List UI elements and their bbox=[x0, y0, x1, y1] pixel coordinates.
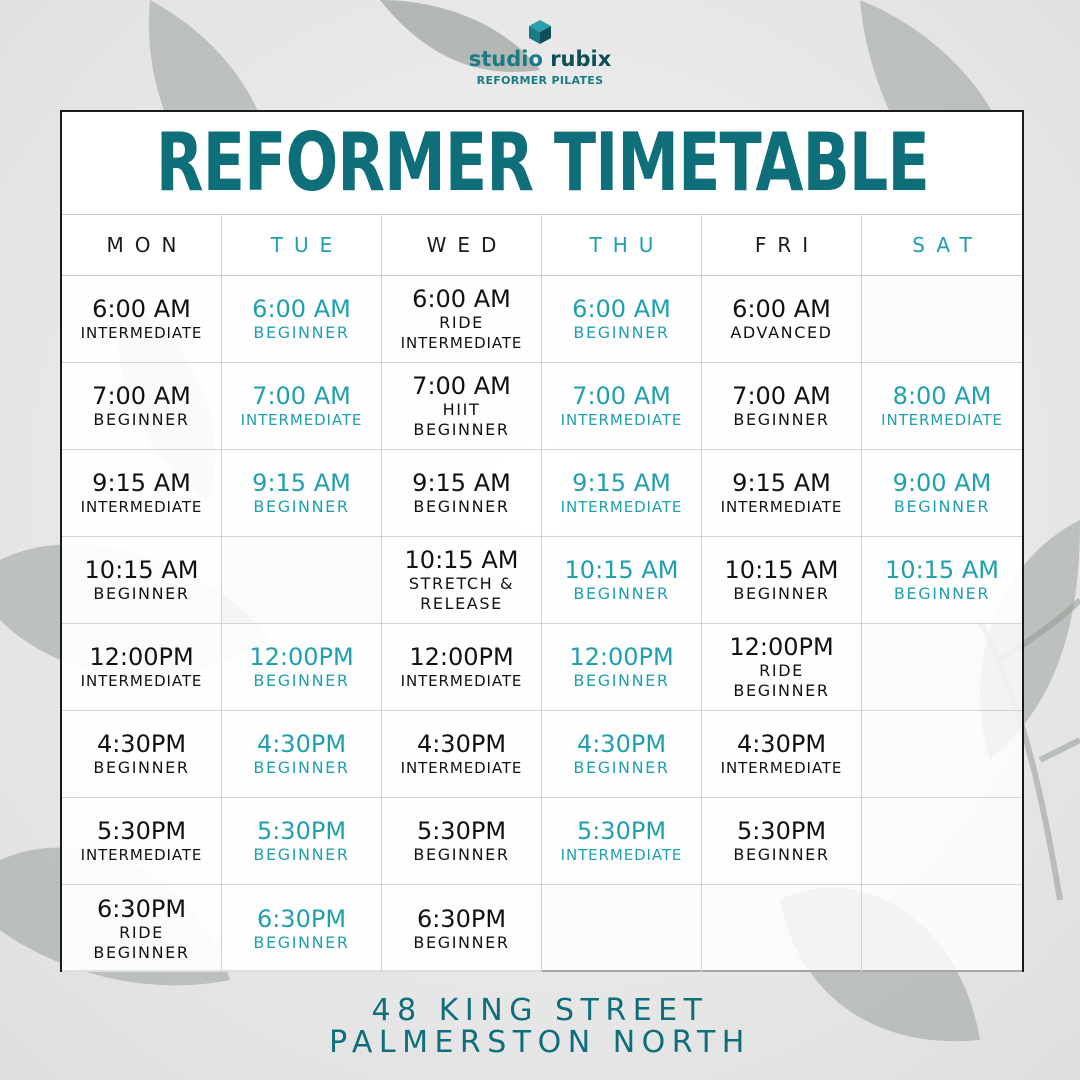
empty-cell bbox=[862, 885, 1022, 972]
class-slot bbox=[702, 363, 862, 450]
class-time: 9:15 AM bbox=[732, 469, 831, 497]
class-slot bbox=[62, 276, 222, 363]
class-level: BEGINNER bbox=[253, 758, 350, 777]
class-level: INTERMEDIATE bbox=[560, 411, 683, 429]
class-level: BEGINNER bbox=[253, 323, 350, 342]
class-time: 5:30PM bbox=[96, 817, 187, 845]
class-time: 5:30PM bbox=[256, 817, 347, 845]
class-level: BEGINNER bbox=[253, 845, 350, 864]
class-level: RIDE bbox=[439, 313, 484, 332]
class-level: BEGINNER bbox=[733, 845, 830, 864]
class-level: BEGINNER bbox=[253, 671, 350, 690]
class-time: 6:30PM bbox=[416, 904, 507, 933]
class-level: INTERMEDIATE bbox=[80, 846, 203, 864]
class-slot bbox=[222, 885, 382, 972]
class-level: BEGINNER bbox=[93, 758, 190, 777]
class-level: BEGINNER bbox=[413, 845, 510, 864]
class-slot bbox=[542, 276, 702, 363]
class-time: 6:30PM bbox=[96, 894, 187, 923]
class-level: BEGINNER bbox=[93, 584, 190, 603]
class-slot bbox=[382, 798, 542, 885]
class-slot bbox=[222, 798, 382, 885]
brand-name bbox=[0, 46, 1080, 72]
class-time: 9:00 AM bbox=[892, 469, 992, 497]
class-slot bbox=[542, 711, 702, 798]
class-slot bbox=[542, 798, 702, 885]
class-level: BEGINNER bbox=[413, 497, 510, 516]
class-level: INTERMEDIATE bbox=[400, 672, 523, 690]
class-slot bbox=[382, 450, 542, 537]
class-slot bbox=[702, 624, 862, 711]
class-time: 9:15 AM bbox=[572, 469, 671, 497]
class-time: 12:00PM bbox=[409, 643, 514, 671]
class-slot bbox=[62, 798, 222, 885]
title-box bbox=[62, 112, 1022, 214]
class-level: INTERMEDIATE bbox=[80, 672, 203, 690]
class-slot bbox=[62, 450, 222, 537]
class-time: 4:30PM bbox=[576, 730, 667, 758]
cube-icon bbox=[529, 20, 551, 44]
class-time: 9:15 AM bbox=[252, 469, 351, 497]
empty-cell bbox=[222, 537, 382, 624]
class-slot bbox=[542, 624, 702, 711]
class-slot bbox=[382, 885, 542, 972]
class-slot bbox=[702, 798, 862, 885]
timetable-grid bbox=[62, 276, 1022, 972]
day-header-mon: MON bbox=[62, 215, 222, 275]
day-header-sat: SAT bbox=[912, 233, 983, 257]
class-level: BEGINNER bbox=[733, 410, 830, 429]
class-level: BEGINNER bbox=[573, 758, 670, 777]
class-slot bbox=[862, 363, 1022, 450]
class-level: INTERMEDIATE bbox=[720, 498, 843, 516]
class-level: INTERMEDIATE bbox=[400, 334, 523, 352]
brand-subtitle: REFORMER PILATES bbox=[476, 74, 604, 87]
class-time: 7:00 AM bbox=[412, 372, 511, 400]
brand-name-part1: studio bbox=[468, 47, 543, 71]
class-level: ADVANCED bbox=[730, 323, 833, 342]
class-time: 9:15 AM bbox=[412, 469, 511, 497]
day-header-wed: WED bbox=[382, 215, 542, 275]
empty-cell bbox=[862, 276, 1022, 363]
class-time: 10:15 AM bbox=[724, 556, 839, 584]
class-level: INTERMEDIATE bbox=[80, 324, 203, 342]
class-slot bbox=[222, 363, 382, 450]
class-level: INTERMEDIATE bbox=[240, 411, 363, 429]
class-slot bbox=[222, 711, 382, 798]
class-time: 6:00 AM bbox=[92, 295, 191, 323]
class-time: 5:30PM bbox=[736, 817, 827, 845]
class-level: INTERMEDIATE bbox=[400, 759, 523, 777]
class-time: 12:00PM bbox=[569, 643, 674, 671]
class-time: 6:00 AM bbox=[572, 295, 671, 323]
class-level: STRETCH & bbox=[408, 574, 515, 593]
address-line-1: 48 KING STREET bbox=[371, 993, 709, 1028]
class-time: 6:00 AM bbox=[732, 295, 831, 323]
class-level: BEGINNER bbox=[253, 932, 350, 952]
class-time: 6:00 AM bbox=[252, 295, 351, 323]
class-level: INTERMEDIATE bbox=[80, 498, 203, 516]
class-time: 10:15 AM bbox=[84, 556, 199, 584]
class-level: BEGINNER bbox=[573, 584, 670, 603]
class-time: 4:30PM bbox=[416, 730, 507, 758]
class-time: 10:15 AM bbox=[885, 556, 999, 584]
class-time: 4:30PM bbox=[96, 730, 187, 758]
class-level: BEGINNER bbox=[573, 323, 670, 342]
class-slot bbox=[62, 363, 222, 450]
class-time: 4:30PM bbox=[256, 730, 347, 758]
class-level: BEGINNER bbox=[93, 410, 190, 429]
class-slot bbox=[382, 363, 542, 450]
class-slot bbox=[222, 450, 382, 537]
class-level: INTERMEDIATE bbox=[881, 411, 1003, 429]
class-slot bbox=[382, 276, 542, 363]
day-header-row bbox=[62, 214, 1022, 276]
class-level: RIDE bbox=[759, 661, 804, 680]
class-level: INTERMEDIATE bbox=[720, 759, 843, 777]
class-slot bbox=[382, 537, 542, 624]
class-level: BEGINNER bbox=[733, 681, 830, 700]
class-slot bbox=[62, 711, 222, 798]
class-slot bbox=[222, 624, 382, 711]
empty-cell bbox=[542, 885, 702, 972]
class-time: 7:00 AM bbox=[252, 382, 351, 410]
class-time: 9:15 AM bbox=[92, 469, 191, 497]
class-slot bbox=[542, 363, 702, 450]
day-header-thu: THU bbox=[542, 215, 702, 275]
page-title: REFORMER TIMETABLE bbox=[155, 116, 929, 209]
class-slot bbox=[542, 450, 702, 537]
class-slot bbox=[62, 885, 222, 972]
class-slot bbox=[62, 537, 222, 624]
class-slot bbox=[382, 711, 542, 798]
class-slot bbox=[702, 537, 862, 624]
class-time: 12:00PM bbox=[89, 643, 194, 671]
class-time: 7:00 AM bbox=[732, 382, 831, 410]
class-slot bbox=[862, 537, 1022, 624]
class-slot bbox=[62, 624, 222, 711]
class-time: 5:30PM bbox=[416, 817, 507, 845]
class-level: BEGINNER bbox=[413, 420, 510, 439]
class-time: 12:00PM bbox=[729, 633, 834, 661]
class-level: RELEASE bbox=[420, 594, 503, 613]
address-line-2: PALMERSTON NORTH bbox=[329, 1025, 751, 1060]
class-time: 7:00 AM bbox=[572, 382, 671, 410]
class-level: BEGINNER bbox=[573, 671, 670, 690]
timetable-panel bbox=[60, 110, 1024, 972]
class-level: HIIT bbox=[442, 400, 481, 419]
empty-cell bbox=[702, 885, 862, 972]
class-slot bbox=[382, 624, 542, 711]
class-slot bbox=[542, 537, 702, 624]
class-slot bbox=[702, 450, 862, 537]
class-slot bbox=[222, 276, 382, 363]
brand-name-part2: rubix bbox=[550, 47, 612, 71]
class-time: 8:00 AM bbox=[892, 382, 992, 410]
class-level: BEGINNER bbox=[93, 942, 190, 962]
class-slot bbox=[862, 450, 1022, 537]
class-level: INTERMEDIATE bbox=[560, 846, 683, 864]
class-level: BEGINNER bbox=[413, 932, 510, 952]
class-time: 6:00 AM bbox=[412, 285, 511, 313]
class-time: 6:30PM bbox=[256, 904, 347, 933]
class-slot bbox=[702, 711, 862, 798]
class-time: 7:00 AM bbox=[92, 382, 191, 410]
empty-cell bbox=[862, 798, 1022, 885]
class-time: 5:30PM bbox=[576, 817, 667, 845]
class-level: BEGINNER bbox=[893, 584, 991, 603]
brand-header bbox=[0, 20, 1080, 88]
class-time: 10:15 AM bbox=[564, 556, 679, 584]
class-time: 12:00PM bbox=[249, 643, 354, 671]
empty-cell bbox=[862, 711, 1022, 798]
class-level: RIDE bbox=[119, 922, 164, 942]
class-slot bbox=[702, 276, 862, 363]
class-time: 4:30PM bbox=[736, 730, 827, 758]
day-header-fri: FRI bbox=[702, 215, 862, 275]
class-level: INTERMEDIATE bbox=[560, 498, 683, 516]
day-header-tue: TUE bbox=[222, 215, 382, 275]
class-level: BEGINNER bbox=[253, 497, 350, 516]
class-level: BEGINNER bbox=[733, 584, 830, 603]
address bbox=[0, 995, 1080, 1059]
class-level: BEGINNER bbox=[893, 497, 991, 516]
class-time: 10:15 AM bbox=[404, 546, 519, 574]
empty-cell bbox=[862, 624, 1022, 711]
